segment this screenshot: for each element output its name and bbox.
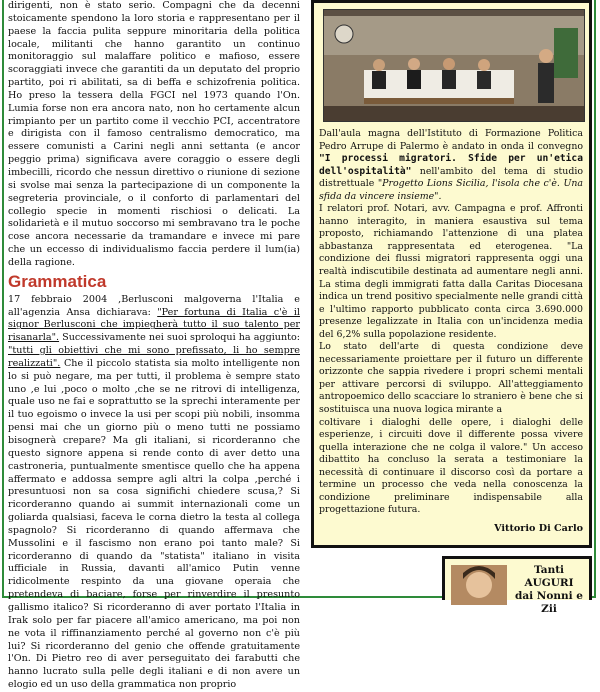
article-paragraph-1 xyxy=(319,128,583,203)
grammatica-text-b: Successivamente nei suoi sproloqui ha aggiunto: xyxy=(59,332,300,344)
convegno-title: "I processi migratori. Sfide per un'etica dell'ospitalità" xyxy=(319,153,583,177)
greetings-line-3: dai Nonni e Zii xyxy=(515,590,583,615)
greetings-line-1: Tanti xyxy=(533,564,565,576)
article-signature: Vittorio Di Carlo xyxy=(494,522,583,534)
article-intro-b: nell'ambito del tema di studio distrettuale xyxy=(319,165,583,190)
grammatica-text-a: 17 febbraio 2004 ,Berlusconi malgoverna l'Italia e all'agenzia Ansa dichiarava: xyxy=(8,293,300,318)
article-box xyxy=(311,0,592,548)
article-text xyxy=(319,128,583,536)
greetings-photo xyxy=(451,565,507,605)
article-paragraph-4: coltivare i dialoghi delle opere, i dialoghi delle esperienze, i circuiti dove il differente possa vivere quella interazione che ne colga il valore." Un acceso dibattito ha concluso la serata a testimoniare la necessità di continuare il discorso così da portare a termine un processo che veda nella conoscenza la condizione preliminare indispensabile alla progettazione futura. xyxy=(319,416,583,516)
article-intro: Dall'aula magna dell'Istituto di Formazione Politica Pedro Arrupe di Palermo è andato in onda il convegno xyxy=(319,128,583,152)
conference-photo-illustration xyxy=(324,10,584,121)
article-paragraph-2: I relatori prof. Notari, avv. Campagna e prof. Affronti hanno interagito, in maniera esaustiva sul tema proposto, richiamando l'attenzione di una platea abbastanza rappresentata ed eterogenea. "La condizione dei flussi migratori rappresenta oggi una realtà indiscutibile destinata ad aumentare negli anni. La stima degli immigrati fatta dalla Caritas Diocesana indica un trend positivo specialmente nelle grandi città e l'ultimo rapporto pubblicato conta circa 3.690.000 presenze legalizzate in Italia con un'incidenza media del 6,2% sulla popolazione residente. xyxy=(319,203,583,340)
grammatica-paragraph xyxy=(8,294,300,692)
right-column xyxy=(311,0,592,615)
project-title: "Progetto Lions Sicilia, l'isola che c'è. Una sfida da vincere insieme". xyxy=(319,178,583,202)
section-title-grammatica: Grammatica xyxy=(8,271,107,291)
greetings-photo-illustration xyxy=(451,565,507,605)
conference-photo xyxy=(323,9,585,122)
greetings-text xyxy=(507,564,591,616)
greetings-line-2: AUGURI xyxy=(524,577,574,589)
greetings-box xyxy=(442,556,592,615)
intro-paragraph: dirigenti, non è stato serio. Compagni che da decenni stoicamente spendono la loro storia e rappresentano per il paese la faccia pulita seppure minoritaria della politica locale, militanti che hanno garantito un continuo monitoraggio sul malaffare politico e mafioso, essere scoraggiati invece che garantiti da un deputato del proprio partito, poi ri abilitati, sa di beffa e schizofrenia politica. Ho preso la tessera della FGCI nel 1973 quando l'On. Lumia forse non era ancora nato, non ho certamente alcun rimpianto per un partito come il vecchio PCI, accentratore e dirigista con il famoso centralismo democratico, ma essere comunisti a Carini negli anni settanta (e ancor peggio prima) significava avere coraggio o essere degli imbecilli, ricordo che nessun direttivo o riunione di sezione si svolse mai senza la partecipazione di un componente la segreteria provinciale, o il conforto di parlamentari del collegio specie in momenti rischiosi o delicati. La solidarietà e il mutuo soccorso mi sembravano tra le poche cose ancora necessarie da tramandare e invece mi pare che un eccesso di individualismo faccia perdere il lum(ia) della ragione. xyxy=(8,0,300,268)
berlusconi-quote: "Per fortuna di Italia c'è il signor Berlusconi che impiegherà tutto il suo talento per risanarla". xyxy=(8,306,300,344)
grammatica-text-c: Che il piccolo statista sia molto intelligente non lo si può negare, ma per tutti, il problema è sempre stato uno ,e lui ,poco o molto ,che se ne ritrovi di intelligenza, quale uso ne fai e soprattutto se la sprechi interamente per il tuo egoismo o invece la usi per scopi più nobili, insomma pensi mai che un giorno più o meno tutti ne possiamo bisognerà crepare? Ma gli italiani, si ricorderanno che questo signore appena si rende conto di aver detto una castroneria, puntualmente smentisce quello che ha appena affermato e addossa sempre agli altri la colpa ,perché i presuntuosi non sa cosa significhi chiedere scusa,? Si ricorderanno quando ai summit internazionali come un goliarda qualsiasi, faceva le corna dietro la testa al collega spagnolo? Si ricorderanno di quando affermava che Mussolini e il fascismo non erano poi tanto male? Si ricorderanno di quando da "statista" italiano in visita ufficiale in Russia, davanti all'amico Putin venne ridicolmente respinto da una giovane operaia che pretendeva di baciare, forse per rinverdire il presunto gallismo italico? Si ricorderanno di aver portato l'Italia in Irak solo per far piacere all'amico americano, ma poi non ne vota il riffinanziamento perché al governo non c'è più lui? Si ricorderanno del genio che offende gratuitamente l'On. Di Pietro reo di aver perseguitato dei farabutti che hanno lucrato sulla pelle degli italiani e di non avere un elogio ed un uso della grammatica non proprio xyxy=(8,357,300,691)
left-column xyxy=(8,0,300,691)
berlusconi-quote-2: "tutti gli obiettivi che mi sono prefissato, li ho sempre realizzati". xyxy=(8,345,300,369)
article-paragraph-3: Lo stato dell'arte di questa condizione deve necessariamente proiettare per il futuro un differente orizzonte che sappia rivedere i propri schemi mentali per attivare percorsi di sviluppo. All'atteggiamento antropoemico dello scacciare lo straniero è bene che si sostituisca una nuova logica mirante a xyxy=(319,341,583,416)
